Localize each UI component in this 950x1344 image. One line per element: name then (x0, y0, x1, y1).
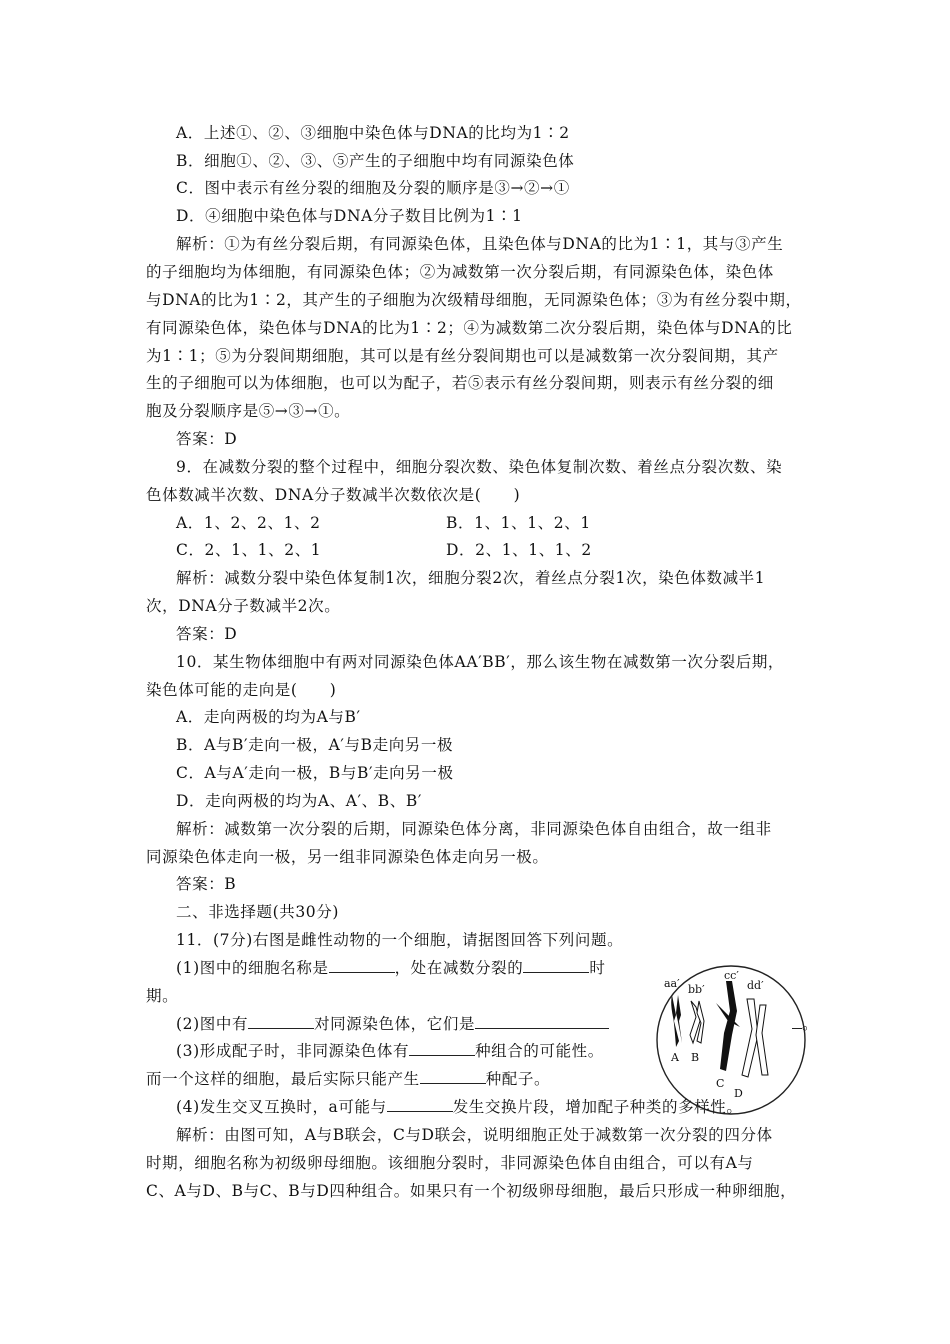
subquestion-3-cont (146, 1069, 550, 1089)
answer-blank[interactable] (329, 958, 395, 973)
subquestion-3 (176, 1041, 604, 1061)
label-B: B (691, 1051, 700, 1064)
chromosome-c (716, 981, 740, 1071)
answer-line: 答案：D (176, 430, 238, 448)
analysis-line: 解析：减数第一次分裂的后期，同源染色体分离，非同源染色体自由组合，故一组非 (176, 820, 772, 838)
analysis-line: 生的子细胞可以为体细胞，也可以为配子，若⑤表示有丝分裂间期，则表示有丝分裂的细 (146, 374, 774, 392)
analysis-line: 胞及分裂顺序是⑤→③→①。 (146, 402, 351, 420)
option-d: D．2、1、1、1、2 (446, 541, 592, 559)
question-10: 10．某生物体细胞中有两对同源染色体AA′BB′，那么该生物在减数第一次分裂后期， (176, 653, 785, 671)
analysis-line: 次，DNA分子数减半2次。 (146, 597, 341, 615)
option-a: A．走向两极的均为A与B′ (176, 708, 361, 726)
text: 发生交换片段，增加配子种类的多样性。 (452, 1098, 743, 1116)
cell-diagram-svg (654, 963, 808, 1117)
question-11: 11．(7分)右图是雌性动物的一个细胞，请据图回答下列问题。 (176, 931, 624, 949)
answer-blank[interactable] (409, 1041, 475, 1056)
text: (2)图中有 (176, 1015, 249, 1033)
text: 对同源染色体，它们是 (314, 1015, 476, 1033)
subquestion-1 (176, 958, 605, 978)
answer-blank[interactable] (248, 1014, 314, 1029)
subquestion-1-cont: 期。 (146, 987, 179, 1005)
analysis-line: 解析：减数分裂中染色体复制1次，细胞分裂2次，着丝点分裂1次，染色体数减半1 (176, 569, 766, 587)
label-dd: dd′ (747, 979, 764, 992)
answer-blank[interactable] (420, 1069, 486, 1084)
analysis-line: 同源染色体走向一极，另一组非同源染色体走向另一极。 (146, 848, 549, 866)
analysis-line: 有同源染色体，染色体与DNA的比为1∶2；④为减数第二次分裂后期，染色体与DNA的比 (146, 319, 793, 337)
label-cc: cc′ (724, 969, 739, 982)
text: 。 (802, 1015, 819, 1033)
label-bb: bb′ (688, 983, 705, 996)
chromosome-d (742, 999, 768, 1077)
label-aa: aa′ (664, 977, 680, 990)
chromosome-a (671, 995, 682, 1047)
option-c: C．图中表示有丝分裂的细胞及分裂的顺序是③→②→① (176, 179, 570, 197)
text: (4)发生交叉互换时，a可能与 (176, 1098, 387, 1116)
label-A: A (671, 1051, 679, 1064)
label-C: C (716, 1077, 725, 1090)
subquestion-2 (176, 1014, 609, 1034)
text: 而一个这样的细胞，最后实际只能产生 (146, 1070, 420, 1088)
option-a: A．1、2、2、1、2 (176, 514, 321, 532)
question-10-cont: 染色体可能的走向是( ) (146, 681, 337, 699)
text: 种配子。 (485, 1070, 551, 1088)
text: ，处在减数分裂的 (394, 959, 524, 977)
question-9: 9．在减数分裂的整个过程中，细胞分裂次数、染色体复制次数、着丝点分裂次数、染 (176, 458, 783, 476)
option-c: C．2、1、1、2、1 (176, 541, 322, 559)
text: 种组合的可能性。 (475, 1042, 604, 1060)
answer-blank[interactable] (387, 1097, 453, 1112)
answer-line: 答案：D (176, 625, 238, 643)
analysis-line: 解析：①为有丝分裂后期，有同源染色体，且染色体与DNA的比为1∶1，其与③产生 (176, 235, 784, 253)
label-D: D (734, 1087, 743, 1100)
option-b: B．细胞①、②、③、⑤产生的子细胞中均有同源染色体 (176, 152, 575, 170)
option-a: A．上述①、②、③细胞中染色体与DNA的比均为1∶2 (176, 124, 570, 142)
text: 时 (589, 959, 606, 977)
option-d: D．走向两极的均为A、A′、B、B′ (176, 792, 422, 810)
answer-line: 答案：B (176, 875, 237, 893)
analysis-line: 时期，细胞名称为初级卵母细胞。该细胞分裂时，非同源染色体自由组合，可以有A与 (146, 1154, 754, 1172)
answer-blank[interactable] (523, 958, 589, 973)
analysis-line: 与DNA的比为1∶2，其产生的子细胞为次级精母细胞，无同源染色体；③为有丝分裂中期， (146, 291, 802, 309)
option-b: B．A与B′走向一极，A′与B走向另一极 (176, 736, 454, 754)
text: (3)形成配子时，非同源染色体有 (176, 1042, 410, 1060)
answer-blank[interactable] (475, 1014, 609, 1029)
option-b: B．1、1、1、2、1 (446, 514, 591, 532)
text: (1)图中的细胞名称是 (176, 959, 329, 977)
analysis-line: 为1∶1；⑤为分裂间期细胞，其可以是有丝分裂间期也可以是减数第一次分裂间期，其产 (146, 347, 779, 365)
option-d: D．④细胞中染色体与DNA分子数目比例为1∶1 (176, 207, 523, 225)
section-heading: 二、非选择题(共30分) (176, 903, 340, 921)
analysis-line: C、A与D、B与C、B与D四种组合。如果只有一个初级卵母细胞，最后只形成一种卵细胞， (146, 1182, 797, 1200)
analysis-line: 解析：由图可知，A与B联会，C与D联会，说明细胞正处于减数第一次分裂的四分体 (176, 1126, 773, 1144)
option-c: C．A与A′走向一极，B与B′走向另一极 (176, 764, 454, 782)
chromosome-b (690, 1001, 704, 1043)
analysis-line: 的子细胞均为体细胞，有同源染色体；②为减数第一次分裂后期，有同源染色体，染色体 (146, 263, 774, 281)
cell-diagram (654, 963, 808, 1117)
question-9-cont: 色体数减半次数、DNA分子数减半次数依次是( ) (146, 486, 521, 504)
